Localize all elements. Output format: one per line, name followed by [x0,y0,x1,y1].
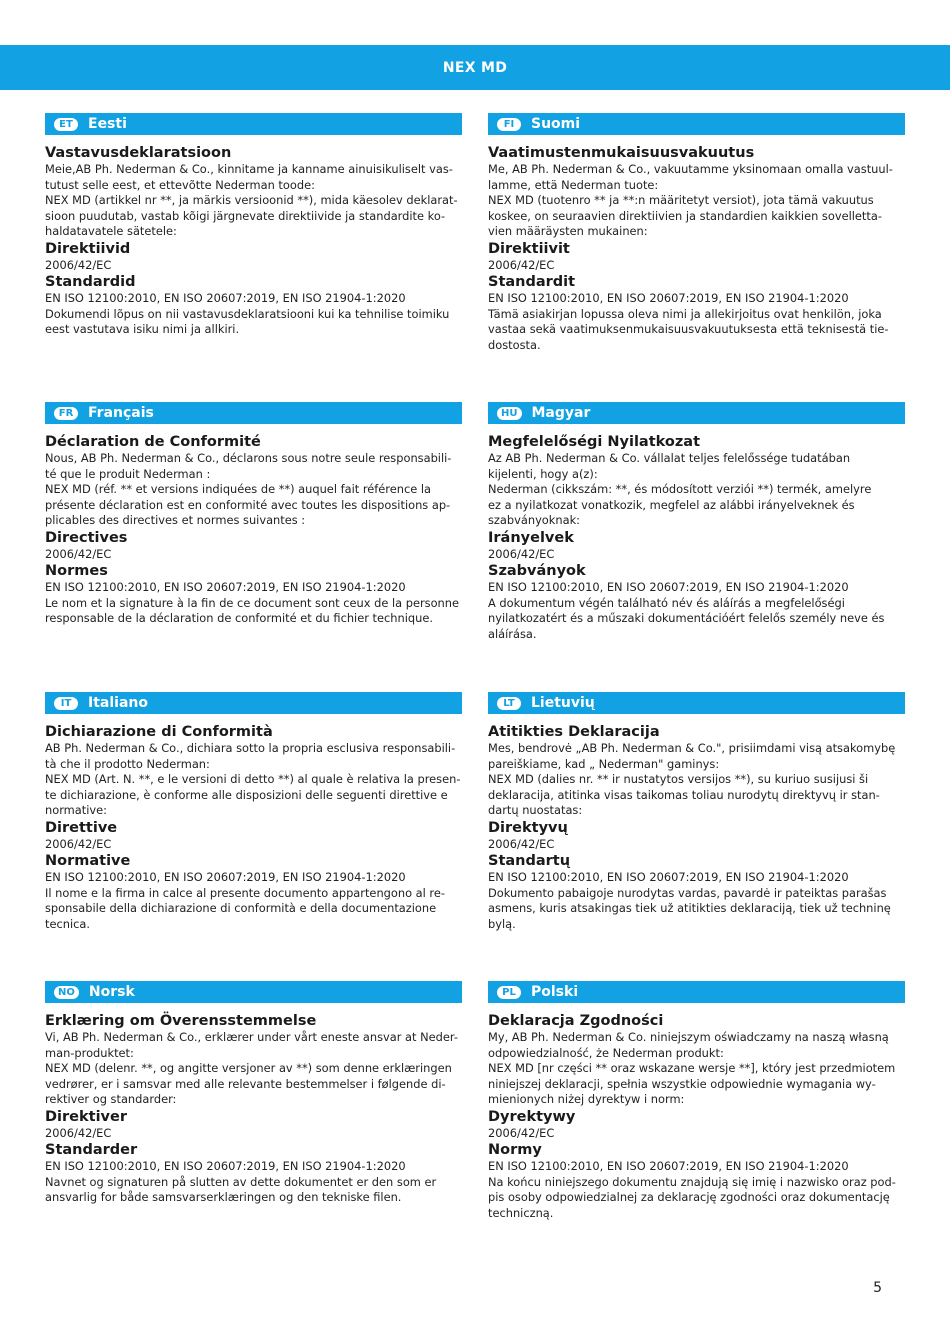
intro-line: My, AB Ph. Nederman & Co. niniejszym oświadczamy na naszą własną [488,1030,889,1044]
closing-line: Na końcu niniejszego dokumentu znajdują się imię i nazwisko oraz pod- [488,1174,896,1189]
closing-line: pis osoby odpowiedzialnej za deklarację zgodności oraz dokumentację [488,1190,890,1204]
section-it [45,692,462,932]
section-lt [488,692,905,932]
declaration-title: Déclaration de Conformité [45,434,261,450]
directives-heading: Direttive [45,819,118,836]
declaration-title: Vaatimustenmukaisuusvakuutus [488,145,755,161]
directives-heading: Direktiver [45,1108,127,1125]
intro-line: man-produktet: [45,1045,134,1060]
standards-heading: Normative [45,853,131,869]
standards-heading: Szabványok [488,563,586,579]
closing-line: vastaa sekä vaatimuksenmukaisuusvakuutuksesta että teknisestä tie- [488,322,889,336]
intro-line: rektiver og standarder: [45,1092,177,1106]
closing-line: Dokumento pabaigoje nurodytas vardas, pavardė ir pateiktas parašas [488,885,887,900]
closing-line: tecnica. [45,916,90,931]
language-name: Lietuvių [531,695,595,711]
document-header [0,45,950,90]
closing-line: A dokumentum végén található név és aláírás a megfelelőségi [488,595,845,610]
closing-line: Le nom et la signature à la fin de ce document sont ceux de la personne [45,595,459,610]
directives-heading: Direktiivit [488,240,570,257]
intro-line: vien määräysten mukainen: [488,224,648,238]
intro-line: Me, AB Ph. Nederman & Co., vakuutamme yksinomaan omalla vastuul- [488,162,893,176]
declaration-title: Vastavusdeklaratsioon [45,145,232,161]
intro-line: ez a nyilatkozat vonatkozik, megfelel az alábbi irányelveknek és [488,497,855,512]
intro-line: tutust selle eest, et ettevõtte Nederman toode: [45,177,315,192]
language-name: Français [88,405,154,421]
closing-line: asmens, kuris atsakingas tiek už atitikties deklaraciją, tiek už techninę [488,901,891,915]
intro-line: plicables des directives et normes suivantes : [45,513,306,527]
intro-line: dartų nuostatas: [488,803,583,817]
document-title: NEX MD [442,59,508,76]
declaration-title: Atitikties Deklaracija [488,724,660,740]
directives-list: 2006/42/EC [45,836,112,851]
page-number: 5 [873,1280,882,1296]
closing-line: sponsabile della dichiarazione di conformità e della documentazione [45,901,437,915]
closing-line: eest vastutava isiku nimi ja allkiri. [45,322,240,336]
section-hu [488,402,905,642]
section-et [45,113,462,338]
section-no [45,981,462,1206]
directives-list: 2006/42/EC [488,257,555,272]
standards-list: EN ISO 12100:2010, EN ISO 20607:2019, EN ISO 21904-1:2020 [488,870,849,884]
intro-line: normative: [45,803,107,817]
directives-list: 2006/42/EC [488,836,555,851]
directives-list: 2006/42/EC [45,257,112,272]
closing-line: aláírása. [488,626,537,641]
closing-line: nyilatkozatért és a műszaki dokumentációért felelős személy neve és [488,611,885,625]
intro-line: Mes, bendrovė „AB Ph. Nederman & Co.", prisiimdami visą atsakomybę [488,741,896,755]
intro-line: pareiškiame, kad „ Nederman" gaminys: [488,756,720,771]
declaration-title: Megfelelőségi Nyilatkozat [488,434,700,450]
intro-line: Az AB Ph. Nederman & Co. vállalat teljes felelőssége tudatában [488,451,851,465]
language-bar [488,402,905,424]
directives-heading: Direktiivid [45,240,131,257]
directives-list: 2006/42/EC [45,546,112,561]
standards-list: EN ISO 12100:2010, EN ISO 20607:2019, EN ISO 21904-1:2020 [45,1159,406,1173]
intro-line: NEX MD [nr części ** oraz wskazane wersje **], który jest przedmiotem [488,1061,896,1075]
language-name: Suomi [531,116,581,132]
language-name: Polski [531,984,579,1000]
closing-line: Il nome e la firma in calce al presente documento appartengono al re- [45,885,445,900]
language-code-badge: LT [497,697,521,710]
language-bar [45,692,462,714]
language-code-badge: HU [497,407,522,420]
standards-heading: Normes [45,563,108,579]
standards-list: EN ISO 12100:2010, EN ISO 20607:2019, EN ISO 21904-1:2020 [45,870,406,884]
language-bar [488,113,905,135]
language-code-badge: NO [54,986,79,999]
intro-line: AB Ph. Nederman & Co., dichiara sotto la propria esclusiva responsabili- [45,741,456,755]
section-fr [45,402,462,627]
standards-heading: Standardid [45,274,136,290]
standards-heading: Standarder [45,1142,138,1158]
language-bar [45,113,462,135]
intro-line: Nous, AB Ph. Nederman & Co., déclarons sous notre seule responsabili- [45,451,452,465]
closing-line: Tämä asiakirjan lopussa oleva nimi ja allekirjoitus ovat henkilön, joka [488,306,882,321]
section-fi [488,113,905,353]
standards-heading: Normy [488,1142,542,1158]
intro-line: kijelenti, hogy a(z): [488,466,598,481]
closing-line: dostosta. [488,337,541,352]
section-pl [488,981,905,1221]
closing-line: responsable de la déclaration de conformité et du fichier technique. [45,611,433,625]
directives-heading: Dyrektywy [488,1108,576,1125]
closing-line: Navnet og signaturen på slutten av dette dokumentet er den som er [45,1174,437,1189]
language-code-badge: FI [497,118,521,131]
standards-list: EN ISO 12100:2010, EN ISO 20607:2019, EN ISO 21904-1:2020 [45,580,406,594]
standards-heading: Standardit [488,274,576,290]
standards-list: EN ISO 12100:2010, EN ISO 20607:2019, EN ISO 21904-1:2020 [488,580,849,594]
directives-list: 2006/42/EC [488,546,555,561]
declaration-title: Dichiarazione di Conformità [45,724,273,740]
intro-line: Meie,AB Ph. Nederman & Co., kinnitame ja kanname ainuisikuliselt vas- [45,162,453,176]
directives-heading: Directives [45,529,128,546]
intro-line: Nederman (cikkszám: **, és módosított verziói **) termék, amelyre [488,482,872,496]
standards-heading: Standartų [488,853,571,869]
declaration-title: Erklæring om Överensstemmelse [45,1013,317,1029]
language-code-badge: FR [54,407,78,420]
intro-line: mienionych niżej dyrektyw i norm: [488,1092,685,1106]
intro-line: NEX MD (Art. N. **, e le versioni di detto **) al quale è relativa la presen- [45,772,461,786]
intro-line: NEX MD (réf. ** et versions indiquées de **) auquel fait référence la [45,482,432,496]
directives-heading: Direktyvų [488,819,568,836]
intro-line: tà che il prodotto Nederman: [45,756,210,771]
language-name: Norsk [88,984,135,1000]
intro-line: té que le produit Nederman : [45,466,211,481]
language-code-badge: ET [54,118,78,131]
language-code-badge: IT [54,697,78,710]
language-bar [488,981,905,1003]
intro-line: NEX MD (delenr. **, og angitte versjoner av **) som denne erklæringen [45,1061,452,1075]
directives-list: 2006/42/EC [45,1125,112,1140]
intro-line: sioon puudutab, vastab kõigi järgnevate direktiivide ja standardite ko- [45,208,446,223]
intro-line: Vi, AB Ph. Nederman & Co., erklærer under vårt eneste ansvar at Neder- [45,1030,458,1044]
intro-line: vedrører, er i samsvar med alle relevante bestemmelser i følgende di- [45,1076,446,1091]
declaration-title: Deklaracja Zgodności [488,1013,664,1029]
intro-line: NEX MD (tuotenro ** ja **:n määritetyt versiot), jota tämä vakuutus [488,193,874,207]
intro-line: haldatavatele sätetele: [45,224,177,238]
standards-list: EN ISO 12100:2010, EN ISO 20607:2019, EN ISO 21904-1:2020 [488,291,849,305]
directives-list: 2006/42/EC [488,1125,555,1140]
language-name: Magyar [531,405,591,421]
language-bar [488,692,905,714]
intro-line: lamme, että Nederman tuote: [488,177,659,192]
intro-line: szabványoknak: [488,513,581,527]
language-name: Italiano [88,695,148,711]
intro-line: koskee, on seuraavien direktiivien ja standardien kaikkien sovelletta- [488,208,882,223]
closing-line: ansvarlig for både samsvarserklæringen og den tekniske filen. [45,1190,402,1204]
standards-list: EN ISO 12100:2010, EN ISO 20607:2019, EN ISO 21904-1:2020 [45,291,406,305]
intro-line: niniejszej deklaracji, spełnia wszystkie odpowiednie wymagania wy- [488,1076,876,1091]
intro-line: présente déclaration est en conformité avec toutes les dispositions ap- [45,497,451,512]
closing-line: Dokumendi lõpus on nii vastavusdeklaratsiooni kui ka tehnilise toimiku [45,306,450,321]
language-code-badge: PL [497,986,521,999]
language-bar [45,402,462,424]
standards-list: EN ISO 12100:2010, EN ISO 20607:2019, EN ISO 21904-1:2020 [488,1159,849,1173]
intro-line: NEX MD (dalies nr. ** ir nustatytos versijos **), su kuriuo susijusi ši [488,772,869,786]
directives-heading: Irányelvek [488,529,574,546]
language-bar [45,981,462,1003]
language-name: Eesti [88,116,127,132]
intro-line: NEX MD (artikkel nr **, ja märkis versioonid **), mida käesolev deklarat- [45,193,458,207]
intro-line: odpowiedzialność, że Nederman produkt: [488,1045,724,1060]
closing-line: techniczną. [488,1205,554,1220]
closing-line: bylą. [488,916,516,931]
intro-line: te dichiarazione, è conforme alle disposizioni delle seguenti direttive e [45,787,448,802]
intro-line: deklaracija, atitinka visas taikomas toliau nurodytų direktyvų ir stan- [488,787,880,802]
